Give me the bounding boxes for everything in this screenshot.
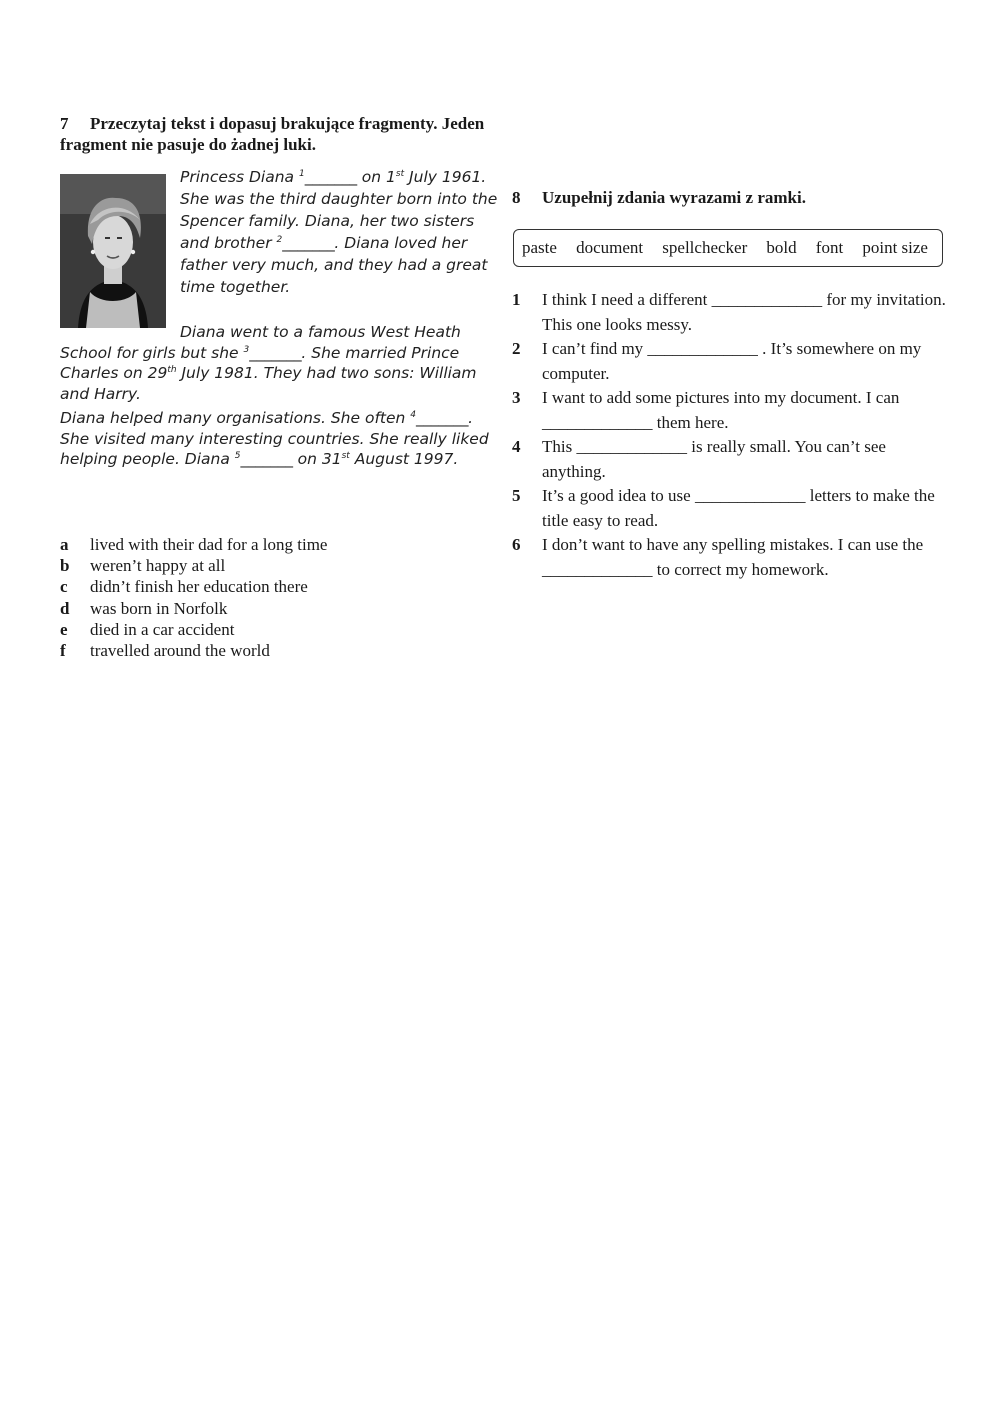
sentence-item [512, 337, 952, 386]
fragment-option[interactable] [60, 534, 500, 555]
sentence-number: 3 [512, 388, 521, 407]
word-option[interactable]: font [815, 238, 844, 257]
sentence-item [512, 533, 952, 582]
sentence-number: 4 [512, 437, 521, 456]
fragment-options-list [60, 534, 500, 661]
story-text: . She married Prince Charles on 29 [60, 343, 460, 382]
fragment-option[interactable] [60, 619, 500, 640]
story-text: . She visited many interesting countries. She really liked helping people. Diana [60, 409, 489, 468]
sentence-item [512, 435, 952, 484]
exercise-7-number: 7 [60, 114, 69, 133]
exercise-7-heading [60, 113, 500, 155]
sentence-text[interactable]: I can’t find my _____________ . It’s somewhere on my computer. [542, 339, 922, 383]
sentence-text[interactable]: I think I need a different _____________ for my invitation. This one looks messy. [542, 290, 946, 334]
superscript: th [167, 365, 177, 375]
story-text: August 1997. [349, 450, 459, 468]
option-text: lived with their dad for a long time [90, 535, 328, 554]
option-letter: c [60, 577, 68, 597]
story-text: Princess Diana [180, 168, 299, 186]
story-paragraph-2 [60, 322, 500, 404]
gap-blank[interactable]: _______ [240, 450, 293, 468]
sentence-item [512, 484, 952, 533]
story-paragraph-3 [60, 408, 500, 470]
option-letter: f [60, 641, 66, 661]
word-option[interactable]: paste [522, 238, 557, 257]
fragment-option[interactable] [60, 640, 500, 661]
word-box [513, 229, 943, 267]
story-text: Diana helped many organisations. She often [60, 409, 411, 427]
option-text: didn’t finish her education there [90, 577, 308, 597]
sentence-number: 1 [512, 290, 521, 309]
gap-number: 5 [234, 451, 241, 461]
option-text: weren’t happy at all [90, 556, 226, 576]
option-letter: a [60, 535, 69, 554]
story-text: July 1981. They had two sons: William and Harry. [60, 364, 477, 403]
option-text: was born in Norfolk [90, 598, 228, 618]
sentence-text[interactable]: It’s a good idea to use _____________ letters to make the title easy to read. [542, 486, 935, 530]
word-option[interactable]: bold [766, 238, 797, 257]
exercise-8-instruction: Uzupełnij zdania wyrazami z ramki. [542, 188, 806, 207]
gap-blank[interactable]: _______ [416, 409, 469, 427]
sentence-text[interactable]: I don’t want to have any spelling mistakes. I can use the _____________ to correct my homework. [542, 535, 924, 579]
story-text: . Diana loved her father very much, and they had a great time together. [180, 234, 488, 296]
gap-number: 1 [298, 169, 305, 179]
word-option[interactable]: document [576, 238, 644, 257]
option-text: travelled around the world [90, 641, 270, 661]
option-letter: e [60, 619, 68, 639]
fragment-option[interactable] [60, 555, 500, 576]
fragment-option[interactable] [60, 576, 500, 597]
portrait-icon [60, 174, 166, 328]
sentence-item [512, 386, 952, 435]
option-text: died in a car accident [90, 619, 235, 639]
sentence-item [512, 288, 952, 337]
gap-number: 4 [410, 410, 416, 420]
gap-blank[interactable]: _______ [304, 168, 357, 186]
portrait-photo [60, 174, 166, 328]
exercise-8-number: 8 [512, 188, 521, 207]
story-text: on 1 [356, 168, 396, 186]
story-text: Diana went to a famous West Heath [180, 323, 461, 341]
option-letter: d [60, 598, 70, 618]
word-option[interactable]: point size [862, 238, 928, 257]
gap-number: 2 [276, 235, 283, 245]
story-text: July 1961. She was the third daughter born into the Spencer family. Diana, her two sisters and brother [180, 168, 498, 252]
sentence-text[interactable]: I want to add some pictures into my document. I can _____________ them here. [542, 388, 900, 432]
sentence-number: 6 [512, 535, 521, 554]
word-option[interactable]: spellchecker [662, 238, 748, 257]
gap-blank[interactable]: _______ [249, 343, 302, 362]
gap-number: 3 [243, 344, 250, 355]
sentence-text[interactable]: This _____________ is really small. You can’t see anything. [542, 437, 886, 481]
exercise-8-heading [512, 187, 952, 208]
option-letter: b [60, 556, 70, 576]
fragment-option[interactable] [60, 598, 500, 619]
superscript: st [341, 451, 350, 461]
gap-blank[interactable]: _______ [282, 234, 335, 252]
story-text: on 31 [292, 450, 342, 468]
sentence-list [512, 288, 952, 582]
superscript: st [395, 169, 405, 179]
sentence-number: 5 [512, 486, 521, 505]
exercise-7-instruction: Przeczytaj tekst i dopasuj brakujące fragmenty. Jeden fragment nie pasuje do żadnej luki. [60, 114, 485, 154]
story-paragraph-1 [180, 166, 500, 298]
sentence-number: 2 [512, 339, 521, 358]
story-text: School for girls but she [60, 343, 244, 362]
